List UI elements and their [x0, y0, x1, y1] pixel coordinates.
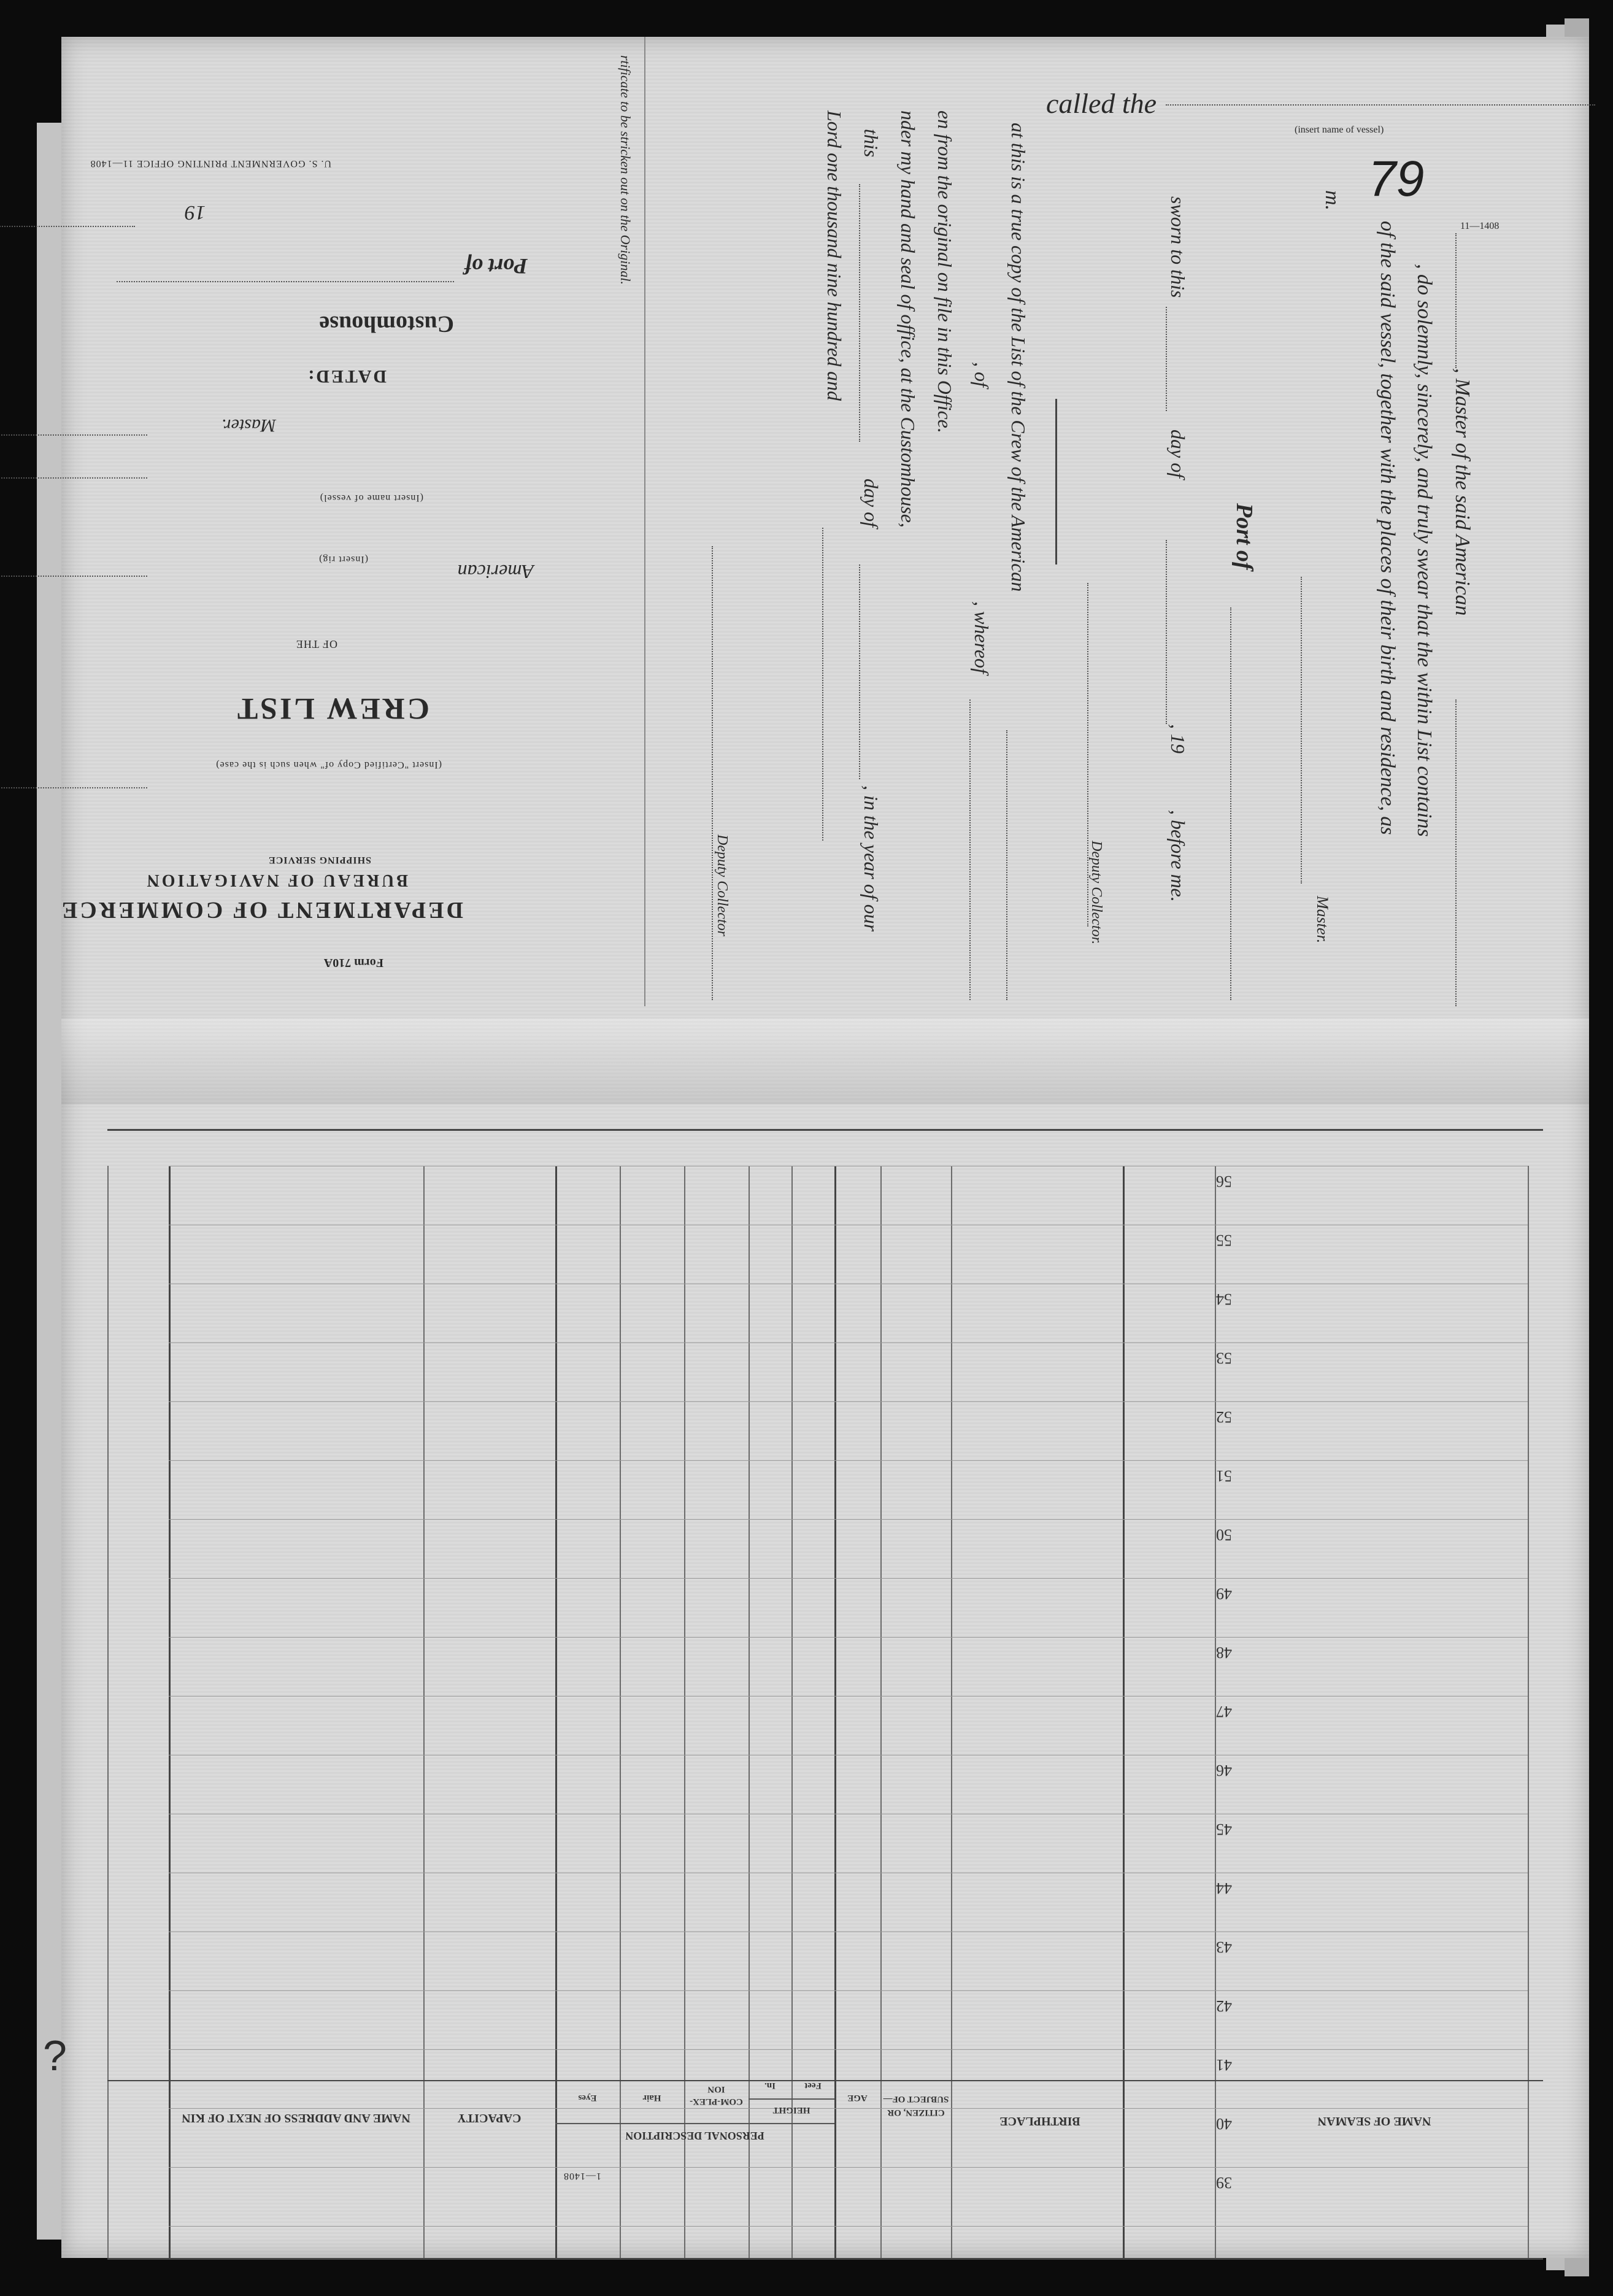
oath-m: m. [1321, 190, 1344, 211]
oath-year-19: , 19 [1167, 724, 1189, 753]
oath-day-of: day of [1167, 430, 1189, 479]
row-number: 41 [1216, 2056, 1232, 2074]
hdr-name: NAME OF SEAMAN [1317, 2114, 1431, 2128]
table-top-rule [107, 1129, 1543, 1131]
col-rule [169, 1166, 171, 2258]
stub-shipping-service: SHIPPING SERVICE [268, 855, 371, 865]
stub-rig-line [0, 576, 147, 577]
oath-port-of: Port of [1231, 503, 1257, 570]
row-number: 47 [1216, 1703, 1232, 1720]
col-rule [684, 1166, 685, 2258]
hdr-feet: Feet [804, 2081, 822, 2090]
deputy-1-rule [1055, 399, 1057, 564]
oath-name-dots [1455, 233, 1458, 368]
oath-line-2: , do solemnly, sincerely, and truly swear that the within List contains [1413, 264, 1436, 837]
stub-master-line [0, 434, 147, 436]
hdr-complexion: COM-PLEX-ION [690, 2084, 743, 2106]
row-rule [169, 2226, 1528, 2227]
hdr-height: HEIGHT [772, 2105, 810, 2115]
row-number: 56 [1216, 1173, 1232, 1190]
row-number: 42 [1216, 1997, 1232, 2015]
row-number: 40 [1216, 2115, 1232, 2133]
row-rule [169, 2049, 1528, 2050]
stub-certificate-note: rtificate to be stricken out on the Original. [618, 55, 633, 285]
row-rule [169, 1696, 1528, 1697]
stub-vessel-line [0, 477, 147, 479]
row-number: 53 [1216, 1349, 1232, 1367]
stub-american: American [457, 561, 534, 583]
cert-line-1: at this is a true copy of the List of the Crew of the American [1007, 123, 1030, 592]
stub-date-line [0, 226, 135, 227]
stub-department: DEPARTMENT OF COMMERCE [59, 897, 463, 923]
cert-line-5: this [860, 129, 882, 158]
hdr-citizen: CITIZEN, OR SUBJECT OF— [883, 2094, 949, 2117]
row-number: 50 [1216, 1526, 1232, 1544]
cert-line-2-dots [969, 699, 972, 1000]
oath-sworn: sworn to this [1167, 196, 1189, 298]
oath-master: Master. [1314, 896, 1331, 944]
master-sign-dots [1301, 577, 1303, 884]
stub-dated: DATED: [306, 366, 387, 387]
stub-port-line [117, 281, 454, 282]
stub-port-of: Port of [464, 254, 528, 279]
col-rule [423, 1166, 425, 2258]
col-rule [107, 1166, 109, 2258]
cert-line-2: , of [971, 362, 993, 387]
fold-band [61, 1019, 1589, 1104]
deputy-2-dots [712, 546, 714, 1000]
margin-mark: ? [43, 2032, 67, 2079]
stub-insert-rig: (Insert rig) [318, 554, 368, 564]
stub-form-no: Form 710A [323, 956, 383, 969]
stub-crew-list: CREW LIST [234, 692, 429, 726]
stub-bureau: BUREAU OF NAVIGATION [144, 871, 408, 890]
cert-line-3: en from the original on file in this Office. [934, 110, 956, 433]
hdr-eyes: Eyes [578, 2093, 597, 2103]
col-rule [1123, 1166, 1125, 2258]
stub-certified-line [0, 787, 147, 788]
printer-line: U. S. GOVERNMENT PRINTING OFFICE 11—1408 [90, 158, 331, 169]
insert-vessel-name: (insert name of vessel) [1295, 125, 1384, 135]
oath-form-ref: 11—1408 [1460, 221, 1499, 231]
col-rule [791, 1166, 793, 2258]
row-number: 55 [1216, 1231, 1232, 1249]
row-number: 44 [1216, 1879, 1232, 1897]
sworn-day-dots [1166, 307, 1168, 411]
row-rule [169, 1578, 1528, 1579]
row-rule [169, 2108, 1528, 2109]
row-number: 39 [1216, 2174, 1232, 2192]
row-number: 51 [1216, 1467, 1232, 1485]
row-rule [169, 1401, 1528, 1402]
oath-line-3: of the said vessel, together with the places of their birth and residence, as [1376, 221, 1399, 835]
personal-desc-rule [555, 2123, 834, 2124]
row-number: 48 [1216, 1644, 1232, 1662]
port-of-dots [1230, 607, 1233, 1000]
hdr-personal-description: PERSONAL DESCRIPTION [625, 2130, 764, 2142]
row-rule [169, 2167, 1528, 2168]
col-rule [555, 1166, 557, 2258]
cert-line-6: Lord one thousand nine hundred and [823, 110, 845, 401]
cert-day-dots [859, 184, 861, 442]
cert-month-dots [859, 564, 861, 779]
table-bottom-rule [107, 2258, 1543, 2260]
cert-day-of: day of [860, 479, 882, 528]
row-rule [169, 1460, 1528, 1461]
stub-divider [644, 37, 645, 1006]
hdr-birthplace: BIRTHPLACE [999, 2114, 1080, 2128]
row-number: 46 [1216, 1762, 1232, 1779]
handwritten-79: 79 [1368, 151, 1425, 207]
stub-customhouse: Customhouse [319, 311, 454, 337]
stub-insert-certified: (Insert "Certified Copy of" when such is the case) [215, 760, 442, 770]
height-rule [749, 2098, 834, 2100]
sworn-month-dots [1166, 540, 1168, 724]
cert-year-dots [822, 528, 825, 841]
cert-year-of-our: , in the year of our [860, 785, 882, 932]
vessel-name-line [1166, 104, 1595, 106]
hdr-age: AGE [847, 2093, 868, 2103]
oath-before-me: , before me. [1167, 810, 1189, 902]
hdr-inches: In. [764, 2081, 776, 2090]
col-rule [1528, 1166, 1529, 2258]
called-the-label: called the [1046, 88, 1157, 119]
col-rule [880, 1166, 882, 2258]
cert-deputy-collector-2: Deputy Collector [714, 834, 730, 936]
stub-insert-vessel: (Insert name of vessel) [319, 493, 423, 503]
row-number: 49 [1216, 1585, 1232, 1603]
oath-vessel-dots [1455, 699, 1458, 1006]
hdr-next-of-kin: NAME AND ADDRESS OF NEXT OF KIN [182, 2111, 410, 2125]
col-rule [749, 1166, 750, 2258]
row-rule [169, 1990, 1528, 1991]
col-rule [951, 1166, 952, 2258]
stub-date-19: 19 [185, 201, 206, 224]
row-rule [169, 1519, 1528, 1520]
row-number: 54 [1216, 1290, 1232, 1308]
col-rule [834, 1166, 836, 2258]
row-rule [169, 1637, 1528, 1638]
table-form-ref: 1—1408 [563, 2171, 601, 2181]
hdr-capacity: CAPACITY [457, 2111, 522, 2125]
row-number: 52 [1216, 1408, 1232, 1426]
col-rule [620, 1166, 621, 2258]
cert-line-1-dots [1006, 730, 1009, 1000]
oath-deputy-collector-1: Deputy Collector. [1088, 841, 1104, 945]
oath-line-1: , Master of the said American [1451, 368, 1474, 616]
stub-master: Master. [221, 415, 276, 436]
cert-line-4: nder my hand and seal of office, at the Customhouse, [897, 110, 919, 528]
document-sheet [43, 37, 1589, 2258]
deputy-1-dots [1087, 583, 1090, 926]
cert-whereof: , whereof [971, 601, 993, 674]
row-number: 45 [1216, 1820, 1232, 1838]
stub-of-the: OF THE [295, 638, 337, 650]
row-number: 43 [1216, 1938, 1232, 1956]
hdr-hair: Hair [642, 2093, 661, 2103]
